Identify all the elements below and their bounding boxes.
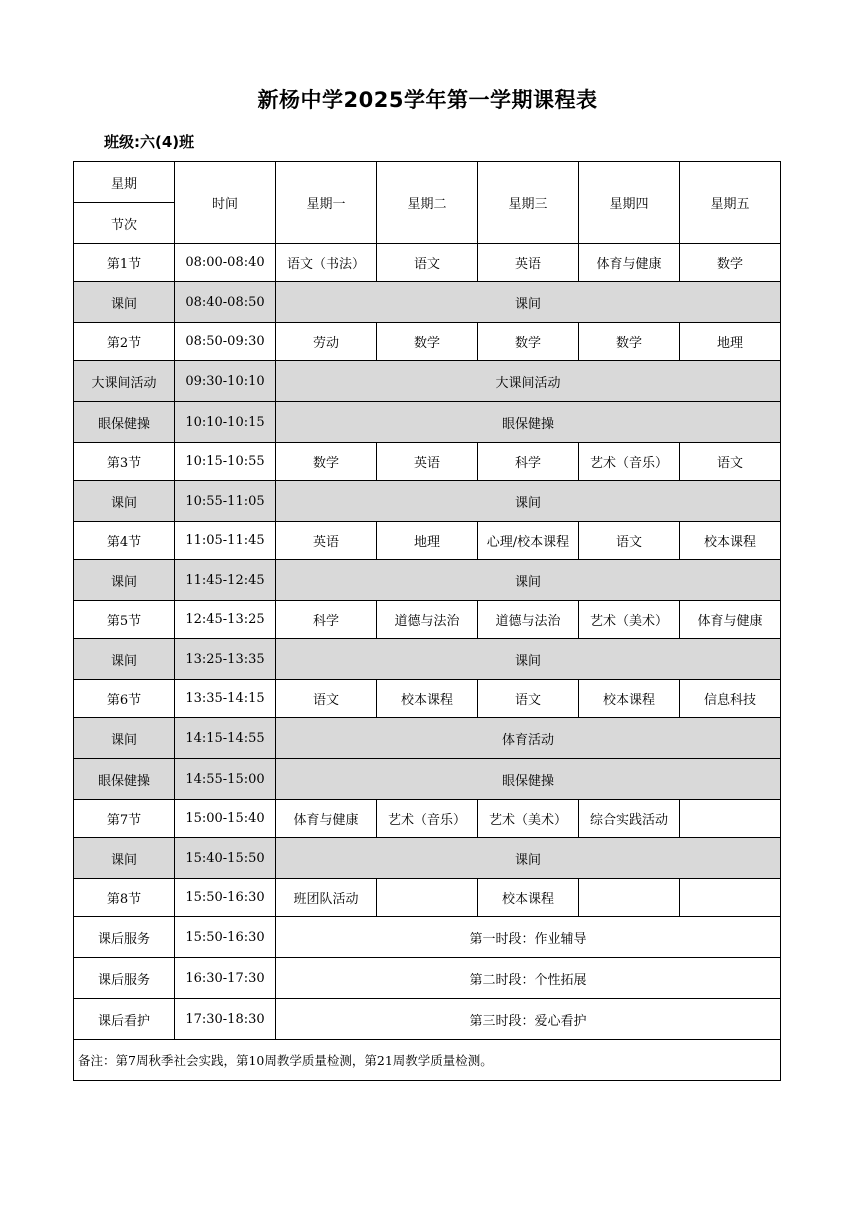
period-cell: 大课间活动: [74, 361, 175, 402]
subject-cell: 道德与法治: [478, 601, 579, 639]
subject-cell: [579, 879, 680, 917]
header-day: 星期一: [276, 162, 377, 244]
activity-cell: 课间: [276, 838, 781, 879]
time-cell: 15:50-16:30: [175, 879, 276, 917]
subject-cell: 艺术（音乐）: [579, 443, 680, 481]
header-day: 星期五: [680, 162, 781, 244]
activity-cell: 课间: [276, 560, 781, 601]
period-cell: 课后服务: [74, 917, 175, 958]
header-row: [74, 162, 781, 203]
time-cell: 08:50-09:30: [175, 323, 276, 361]
lesson-row: [74, 323, 781, 361]
time-cell: 15:00-15:40: [175, 800, 276, 838]
subject-cell: [377, 879, 478, 917]
service-row: [74, 999, 781, 1040]
subject-cell: 班团队活动: [276, 879, 377, 917]
break-row: [74, 481, 781, 522]
header-period-label: 节次: [74, 203, 175, 244]
subject-cell: 校本课程: [377, 680, 478, 718]
time-cell: 15:50-16:30: [175, 917, 276, 958]
lesson-row: [74, 522, 781, 560]
break-row: [74, 402, 781, 443]
break-row: [74, 838, 781, 879]
service-row: [74, 958, 781, 999]
activity-cell: 体育活动: [276, 718, 781, 759]
period-cell: 课间: [74, 481, 175, 522]
subject-cell: 数学: [680, 244, 781, 282]
subject-cell: 心理/校本课程: [478, 522, 579, 560]
subject-cell: 英语: [276, 522, 377, 560]
time-cell: 08:00-08:40: [175, 244, 276, 282]
schedule-table: [73, 161, 781, 1081]
time-cell: 15:40-15:50: [175, 838, 276, 879]
period-cell: 第3节: [74, 443, 175, 481]
activity-cell: 眼保健操: [276, 402, 781, 443]
subject-cell: 科学: [276, 601, 377, 639]
header-day: 星期二: [377, 162, 478, 244]
activity-cell: 课间: [276, 639, 781, 680]
note-row: [74, 1040, 781, 1081]
lesson-row: [74, 601, 781, 639]
break-row: [74, 639, 781, 680]
subject-cell: 地理: [680, 323, 781, 361]
lesson-row: [74, 680, 781, 718]
subject-cell: 体育与健康: [579, 244, 680, 282]
period-cell: 第4节: [74, 522, 175, 560]
time-cell: 10:10-10:15: [175, 402, 276, 443]
subject-cell: 综合实践活动: [579, 800, 680, 838]
time-cell: 10:15-10:55: [175, 443, 276, 481]
period-cell: 课后服务: [74, 958, 175, 999]
subject-cell: 语文: [579, 522, 680, 560]
subject-cell: [680, 800, 781, 838]
period-cell: 课后看护: [74, 999, 175, 1040]
header-week-label: 星期: [74, 162, 175, 203]
lesson-row: [74, 443, 781, 481]
subject-cell: 艺术（美术）: [579, 601, 680, 639]
time-cell: 16:30-17:30: [175, 958, 276, 999]
header-day: 星期四: [579, 162, 680, 244]
subject-cell: 数学: [276, 443, 377, 481]
activity-cell: 眼保健操: [276, 759, 781, 800]
activity-cell: 课间: [276, 481, 781, 522]
period-cell: 课间: [74, 838, 175, 879]
subject-cell: 语文: [478, 680, 579, 718]
subject-cell: 艺术（音乐）: [377, 800, 478, 838]
activity-cell: 课间: [276, 282, 781, 323]
subject-cell: 地理: [377, 522, 478, 560]
period-cell: 课间: [74, 639, 175, 680]
lesson-row: [74, 244, 781, 282]
subject-cell: 语文: [276, 680, 377, 718]
subject-cell: 校本课程: [478, 879, 579, 917]
subject-cell: 体育与健康: [680, 601, 781, 639]
class-label: 班级:六(4)班: [104, 133, 195, 151]
time-cell: 13:25-13:35: [175, 639, 276, 680]
subject-cell: 校本课程: [680, 522, 781, 560]
subject-cell: 数学: [478, 323, 579, 361]
activity-cell: 第一时段：作业辅导: [276, 917, 781, 958]
period-cell: 眼保健操: [74, 759, 175, 800]
header-day: 星期三: [478, 162, 579, 244]
time-cell: 10:55-11:05: [175, 481, 276, 522]
period-cell: 课间: [74, 282, 175, 323]
break-row: [74, 361, 781, 402]
period-cell: 第1节: [74, 244, 175, 282]
subject-cell: 语文: [680, 443, 781, 481]
subject-cell: 语文（书法）: [276, 244, 377, 282]
time-cell: 17:30-18:30: [175, 999, 276, 1040]
time-cell: 13:35-14:15: [175, 680, 276, 718]
time-cell: 11:45-12:45: [175, 560, 276, 601]
break-row: [74, 282, 781, 323]
subject-cell: 英语: [478, 244, 579, 282]
subject-cell: 校本课程: [579, 680, 680, 718]
subject-cell: 体育与健康: [276, 800, 377, 838]
subject-cell: 艺术（美术）: [478, 800, 579, 838]
subject-cell: 信息科技: [680, 680, 781, 718]
time-cell: 14:55-15:00: [175, 759, 276, 800]
period-cell: 第8节: [74, 879, 175, 917]
activity-cell: 第二时段：个性拓展: [276, 958, 781, 999]
activity-cell: 第三时段：爱心看护: [276, 999, 781, 1040]
subject-cell: 数学: [377, 323, 478, 361]
period-cell: 第5节: [74, 601, 175, 639]
page-title: 新杨中学2025学年第一学期课程表: [257, 88, 598, 112]
service-row: [74, 917, 781, 958]
period-cell: 课间: [74, 560, 175, 601]
subject-cell: 数学: [579, 323, 680, 361]
lesson-row: [74, 800, 781, 838]
time-cell: 14:15-14:55: [175, 718, 276, 759]
period-cell: 第6节: [74, 680, 175, 718]
lesson-row: [74, 879, 781, 917]
note-text: 备注：第7周秋季社会实践，第10周教学质量检测，第21周教学质量检测。: [74, 1040, 781, 1081]
period-cell: 第7节: [74, 800, 175, 838]
header-time: 时间: [175, 162, 276, 244]
time-cell: 08:40-08:50: [175, 282, 276, 323]
period-cell: 第2节: [74, 323, 175, 361]
time-cell: 09:30-10:10: [175, 361, 276, 402]
time-cell: 11:05-11:45: [175, 522, 276, 560]
subject-cell: 科学: [478, 443, 579, 481]
subject-cell: 语文: [377, 244, 478, 282]
subject-cell: 英语: [377, 443, 478, 481]
break-row: [74, 718, 781, 759]
subject-cell: [680, 879, 781, 917]
period-cell: 课间: [74, 718, 175, 759]
activity-cell: 大课间活动: [276, 361, 781, 402]
break-row: [74, 560, 781, 601]
break-row: [74, 759, 781, 800]
subject-cell: 道德与法治: [377, 601, 478, 639]
subject-cell: 劳动: [276, 323, 377, 361]
time-cell: 12:45-13:25: [175, 601, 276, 639]
period-cell: 眼保健操: [74, 402, 175, 443]
